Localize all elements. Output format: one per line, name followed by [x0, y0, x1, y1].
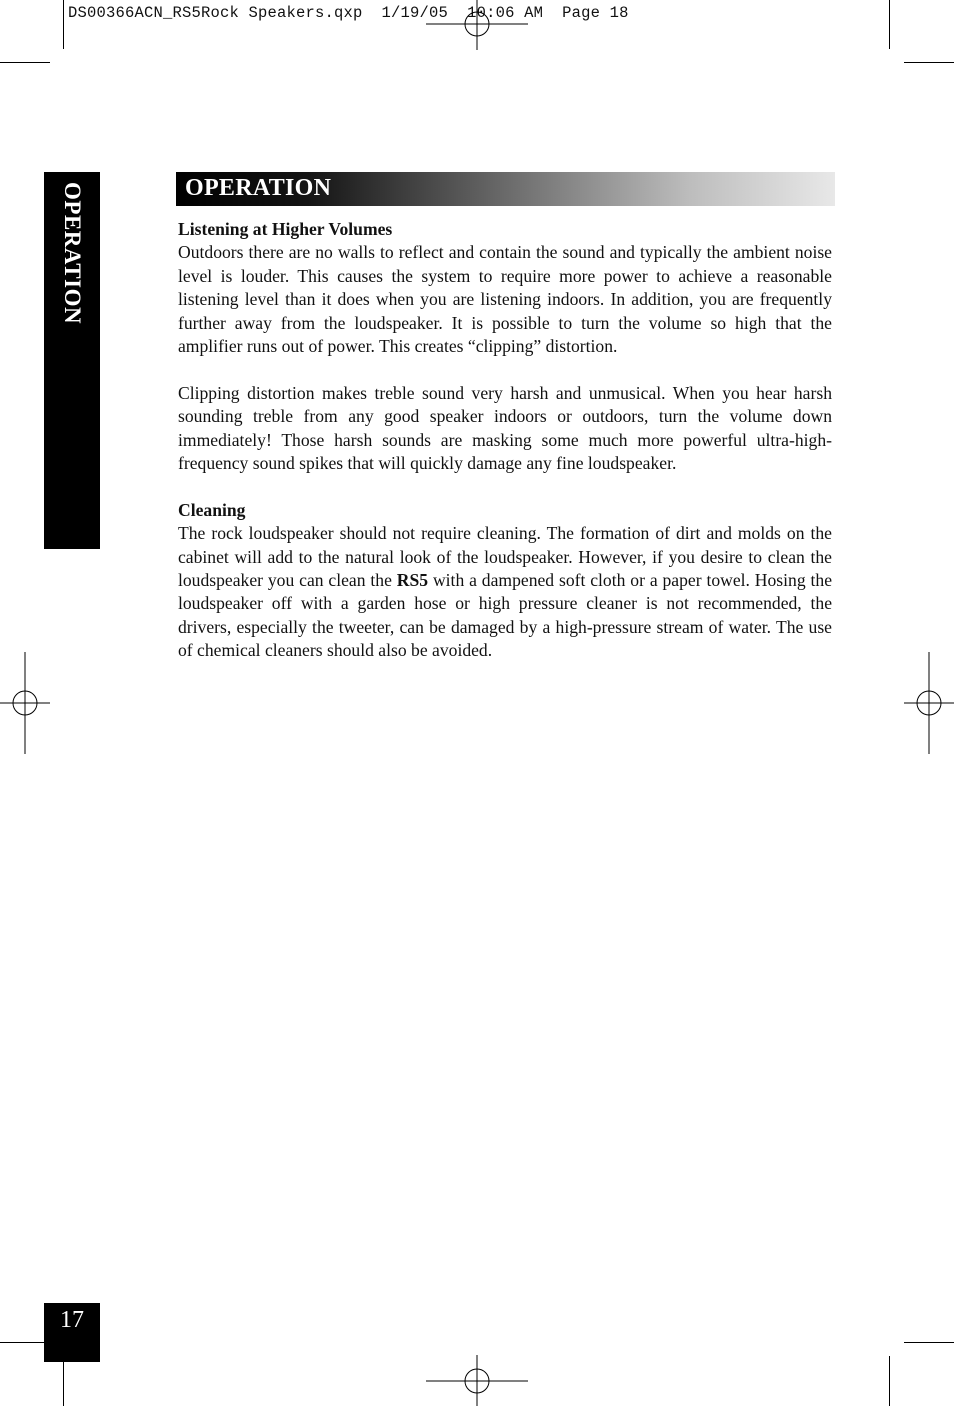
page-number-box: [44, 1303, 100, 1362]
crop-mark: [889, 1356, 890, 1406]
side-tab-label: OPERATION: [60, 182, 85, 325]
body-content: [178, 218, 832, 663]
page-number: 17: [60, 1307, 84, 1333]
crop-mark: [0, 1342, 50, 1343]
crop-mark: [63, 0, 64, 49]
cleaning-paragraph: [178, 522, 832, 662]
section-title: OPERATION: [185, 175, 332, 201]
crop-mark: [904, 62, 954, 63]
cleaning-text-part1: The rock loudspeaker should not require cleaning. The formation of dirt and molds on the cabinet will add to the natural look of the loudspeaker. However, if you desire to clean the loudspeaker you can clean the: [178, 523, 832, 591]
crop-mark: [889, 0, 890, 49]
cleaning-text-part2: with a dampened soft cloth or a paper towel. Hosing the loudspeaker off with a garden hose or high pressure cleaner is not recommended, the drivers, especially the tweeter, can be damaged by a high-pressure stream of water. The use of chemical cleaners should also be avoided.: [178, 570, 833, 661]
crop-mark: [0, 62, 50, 63]
print-slug: DS00366ACN_RS5Rock Speakers.qxp 1/19/05 10:06 AM Page 18: [68, 4, 629, 22]
registration-mark-icon: [426, 1355, 528, 1406]
crop-mark: [904, 1342, 954, 1343]
side-section-tab: [44, 172, 100, 549]
listening-heading: Listening at Higher Volumes: [178, 219, 393, 239]
registration-mark-icon: [904, 652, 954, 754]
registration-mark-icon: [0, 652, 50, 754]
cleaning-heading: Cleaning: [178, 499, 246, 520]
crop-mark: [63, 1356, 64, 1406]
listening-paragraph-2: Clipping distortion makes treble sound very harsh and unmusical. When you hear harsh sounding treble from any good speaker indoors or outdoors, turn the volume down immediately! Those harsh sounds are masking some much more powerful ultra-high-frequency sound spikes that will quickly damage any fine loudspeaker.: [178, 382, 832, 474]
model-name: RS5: [396, 570, 429, 591]
registration-mark-icon: [426, 0, 528, 50]
listening-paragraph-1: Outdoors there are no walls to reflect and contain the sound and typically the ambient noise level is louder. This causes the system to require more power to achieve a reasonable listening level than it does when you are listening indoors. In addition, you are frequently further away from the loudspeaker. It is possible to turn the volume so high that the amplifier runs out of power. This creates “clipping” distortion.: [178, 242, 832, 357]
section-header-bar: [176, 172, 835, 206]
